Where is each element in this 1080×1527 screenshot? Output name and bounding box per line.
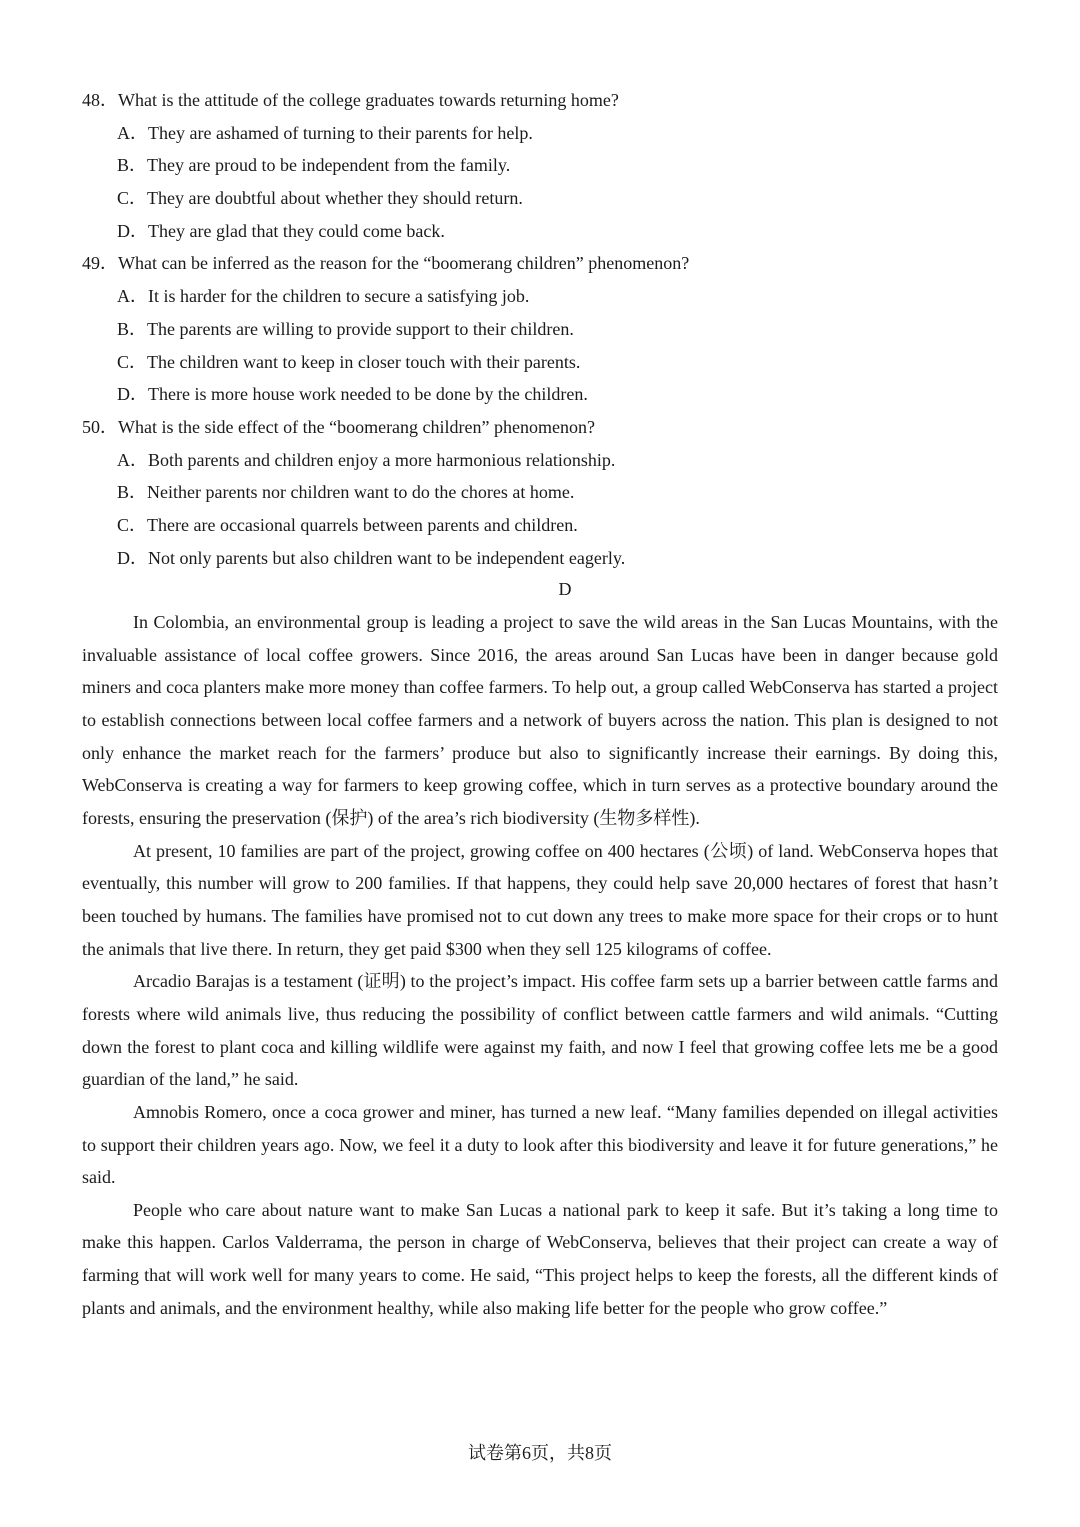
question-50-stem: 50．What is the side effect of the “boomerang children” phenomenon? xyxy=(82,416,595,437)
passage-paragraph-4: Amnobis Romero, once a coca grower and miner, has turned a new leaf. “Many families depended on illegal activities to support their children years ago. Now, we feel it a duty to look after this biodiversity and leave it for future generations,” he said. xyxy=(82,1101,998,1188)
question-49-stem: 49．What can be inferred as the reason for the “boomerang children” phenomenon? xyxy=(82,253,690,274)
question-49-option-c: C．The children want to keep in closer touch with their parents. xyxy=(117,351,581,372)
passage-paragraph-2: At present, 10 families are part of the project, growing coffee on 400 hectares (公顷) of land. WebConserva hopes that eventually, this number will grow to 200 families. If that happens, they could help save 20,000 hectares of forest that hasn’t been touched by humans. The families have promised not to cut down any trees to make more space for their crops or to hunt the animals that live there. In return, they get paid $300 when they sell 125 kilograms of coffee. xyxy=(82,840,998,959)
passage-paragraph-5: People who care about nature want to make San Lucas a national park to keep it safe. But it’s taking a long time to make this happen. Carlos Valderrama, the person in charge of WebConserva, believes that their project can create a way of farming that will work well for many years to come. He said, “This project helps to keep the forests, all the different kinds of plants and animals, and the environment healthy, while also making life better for the people who grow coffee.” xyxy=(82,1199,998,1318)
question-50-option-c: C．There are occasional quarrels between parents and children. xyxy=(117,514,578,535)
passage-paragraph-1: In Colombia, an environmental group is leading a project to save the wild areas in the San Lucas Mountains, with the invaluable assistance of local coffee growers. Since 2016, the areas around San Lucas have been in danger because gold miners and coca planters make more money than coffee farmers. To help out, a group called WebConserva has started a project to establish connections between local coffee farmers and a network of buyers across the nation. This plan is designed to not only enhance the market reach for the farmers’ produce but also to significantly increase their earnings. By doing this, WebConserva is creating a way for farmers to keep growing coffee, which in turn serves as a protective boundary around the forests, ensuring the preservation (保护) of the area’s rich biodiversity (生物多样性). xyxy=(82,612,998,828)
question-49-option-a: A．It is harder for the children to secure a satisfying job. xyxy=(117,286,530,307)
question-50-option-b: B．Neither parents nor children want to do the chores at home. xyxy=(117,482,575,503)
question-50-option-a: A．Both parents and children enjoy a more harmonious relationship. xyxy=(117,449,616,470)
question-50-option-d: D．Not only parents but also children want to be independent eagerly. xyxy=(117,547,626,568)
question-48-option-d: D．They are glad that they could come back. xyxy=(117,220,445,241)
page-footer: 试卷第6页，共8页 xyxy=(468,1443,612,1463)
question-list xyxy=(82,84,1002,574)
question-48-option-b: B．They are proud to be independent from the family. xyxy=(117,155,511,176)
question-48-option-c: C．They are doubtful about whether they should return. xyxy=(117,188,523,209)
question-49-option-d: D．There is more house work needed to be done by the children. xyxy=(117,384,588,405)
question-48-stem: 48．What is the attitude of the college graduates towards returning home? xyxy=(82,90,619,110)
question-49-option-b: B．The parents are willing to provide support to their children. xyxy=(117,318,574,339)
section-heading: D xyxy=(558,579,572,599)
reading-passage xyxy=(82,606,998,1324)
question-48-option-a: A．They are ashamed of turning to their parents for help. xyxy=(117,122,533,143)
passage-paragraph-3: Arcadio Barajas is a testament (证明) to the project’s impact. His coffee farm sets up a barrier between cattle farms and forests where wild animals live, thus reducing the possibility of conflict between cattle farmers and wild animals. “Cutting down the forest to plant coca and killing wildlife were against my faith, and now I feel that growing coffee lets me be a good guardian of the land,” he said. xyxy=(82,971,998,1090)
